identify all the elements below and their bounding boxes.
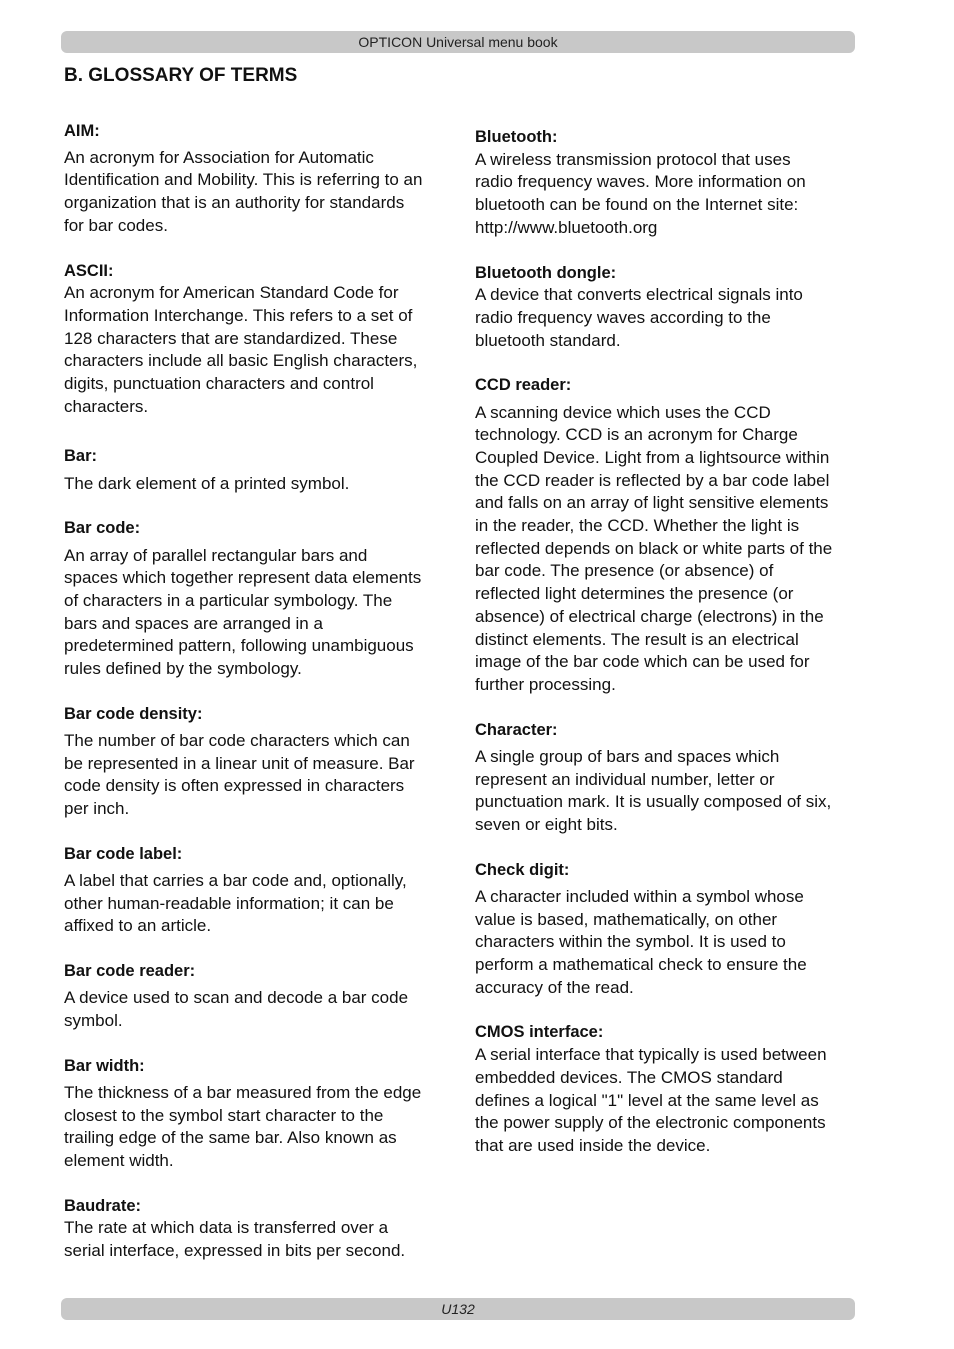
glossary-term: CMOS interface: (475, 1023, 604, 1042)
glossary-definition: A device that converts electrical signals into radio frequency waves according to the bluetooth standard. (475, 285, 803, 350)
glossary-term: Bar code label: (64, 844, 183, 863)
page-header (61, 31, 855, 53)
glossary-entry-cmos-interface (475, 1021, 855, 1157)
header-title: OPTICON Universal menu book (358, 34, 558, 50)
page-footer (61, 1298, 855, 1320)
glossary-left-column (64, 120, 444, 1263)
glossary-entry-ccd-reader (475, 374, 855, 696)
glossary-definition: The dark element of a printed symbol. (64, 473, 350, 493)
glossary-term: Baudrate: (64, 1196, 142, 1215)
glossary-term: Bar width: (64, 1056, 145, 1075)
glossary-definition: A character included within a symbol whose value is based, mathematically, on other characters within the symbol. It is used to perform a mathematical check to ensure the accuracy of the read. (475, 886, 807, 997)
glossary-term: Bar code density: (64, 704, 203, 723)
glossary-term: Bar: (64, 447, 98, 466)
glossary-definition: The number of bar code characters which can be represented in a linear unit of measure. Bar code density is often expressed in characters per inch. (64, 730, 415, 819)
glossary-term: Check digit: (475, 860, 570, 879)
glossary-definition: The rate at which data is transferred over a serial interface, expressed in bits per second. (64, 1218, 406, 1261)
glossary-entry-check-digit (475, 859, 855, 1000)
glossary-definition: A scanning device which uses the CCD technology. CCD is an acronym for Charge Coupled Device. Light from a lightsource within the CCD reader is reflected by a bar code label and falls on an array of light sensitive elements in the reader, the CCD. Whether the light is reflected depends on black or white parts of the bar code. The presence (or absence) of reflected light determines the presence (or absence) of electrical charge (electrons) in the distinct elements. The result is an electrical image of the bar code which can be used for further processing. (475, 402, 833, 694)
glossary-definition: An acronym for American Standard Code for Information Interchange. This refers to a set of 128 characters that are standardized. These characters include all basic English characters, digits, punctuation characters and control characters. (64, 283, 418, 416)
glossary-term: AIM: (64, 122, 100, 140)
glossary-term: Character: (475, 720, 558, 739)
glossary-definition: An acronym for Association for Automatic Identification and Mobility. This is referring to an organization that is an authority for standards for bar codes. (64, 147, 423, 235)
glossary-entry-ascii (64, 260, 444, 419)
glossary-entry-bluetooth-dongle (475, 262, 855, 353)
glossary-entry-bar (64, 445, 444, 495)
glossary-entry-character (475, 719, 855, 837)
glossary-entry-bar-width (64, 1055, 444, 1173)
glossary-definition: A single group of bars and spaces which represent an individual number, letter or punctuation mark. It is usually composed of six, seven or eight bits. (475, 746, 832, 834)
glossary-term: CCD reader: (475, 376, 572, 395)
glossary-definition: A device used to scan and decode a bar code symbol. (64, 988, 409, 1030)
glossary-entry-bar-code-label (64, 843, 444, 938)
glossary-right-column (475, 126, 855, 1158)
glossary-term: Bar code reader: (64, 962, 196, 981)
glossary-entry-bar-code-density (64, 703, 444, 821)
glossary-entry-baudrate (64, 1195, 444, 1263)
glossary-term: ASCII: (64, 261, 114, 280)
glossary-term: Bluetooth: (475, 128, 558, 146)
glossary-term: Bar code: (64, 519, 141, 538)
glossary-entry-aim (64, 120, 444, 238)
glossary-definition: The thickness of a bar measured from the edge closest to the symbol start character to the trailing edge of the same bar. Also known as element width. (64, 1082, 422, 1171)
glossary-definition: A serial interface that typically is used between embedded devices. The CMOS standard defines a logical "1" level at the same level as the power supply of the electronic components that are used inside the device. (475, 1045, 827, 1155)
glossary-entry-bar-code (64, 517, 444, 680)
glossary-definition: An array of parallel rectangular bars and spaces which together represent data elements of characters in a particular symbology. The bars and spaces are arranged in a predetermined pattern, following unambiguous rules defined by the symbology. (64, 545, 422, 679)
page-number: U132 (441, 1301, 475, 1317)
section-title: B. GLOSSARY OF TERMS (64, 65, 298, 86)
glossary-entry-bluetooth (475, 126, 855, 240)
glossary-entry-bar-code-reader (64, 960, 444, 1033)
glossary-term: Bluetooth dongle: (475, 263, 617, 282)
glossary-definition: A wireless transmission protocol that uses radio frequency waves. More information on bluetooth can be found on the Internet site: http://www.bluetooth.org (475, 149, 806, 237)
glossary-definition: A label that carries a bar code and, optionally, other human-readable information; it can be affixed to an article. (64, 870, 407, 936)
